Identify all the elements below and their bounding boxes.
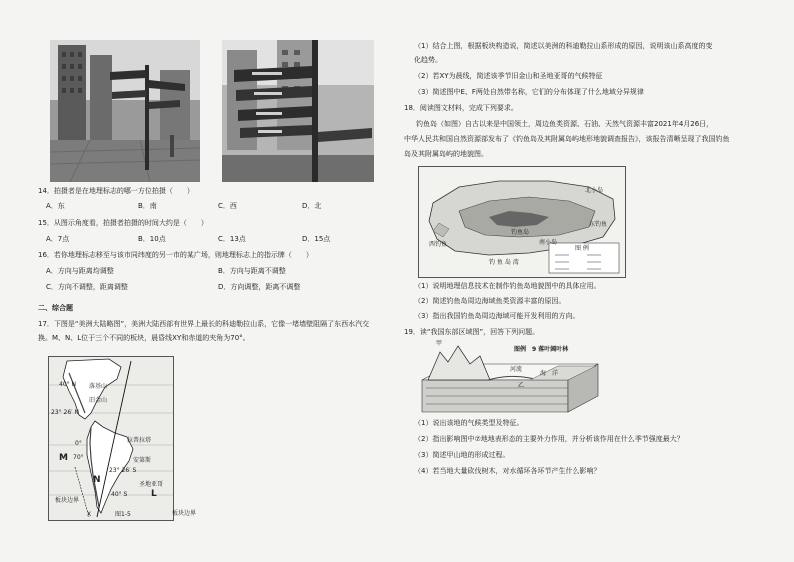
- map-label-andes: 安第斯: [133, 457, 152, 464]
- map-label-m: M: [59, 453, 68, 463]
- q17-sub-2: （2）若XY为晨线，简述该季节旧金山和圣地亚哥的气候特征: [414, 72, 603, 80]
- island-label-center: 钓鱼岛: [511, 229, 530, 236]
- block-label-jia: 甲: [436, 340, 443, 347]
- island-label-west: 西钓鱼: [429, 241, 448, 248]
- signpost-photo-1: [50, 40, 200, 182]
- q16-option-c[interactable]: C．方向不调整，距离调整: [46, 283, 128, 291]
- map-lat-23s: 23° 26′ S: [109, 467, 137, 474]
- island-label-bay: 钓 鱼 岛 湾: [489, 259, 519, 266]
- q18-line-2: 钓鱼岛（如图）自古以来是中国领土，周边鱼类资源、石油、天然气资源丰富2021年4月26日，: [416, 120, 714, 128]
- block-label-ocean: 海 洋: [540, 370, 559, 377]
- signpost-photo-2: [222, 40, 374, 182]
- q18-line-1: 18．阅读图文材料，完成下列要求。: [404, 104, 518, 112]
- q18-line-3: 中华人民共和国自然资源部发布了《钓鱼岛及其附属岛屿地形地貌调查报告》，该报告清晰呈现了我国钓鱼: [404, 135, 730, 143]
- q15-option-a[interactable]: A．7点: [46, 235, 70, 243]
- map-label-rockies: 落基山: [89, 383, 108, 390]
- q17-line-1: 17．下图是“美洲大陆略图”，美洲大陆西部有世界上最长的科迪勒拉山系，它像一堵墙壁阻隔了东西水汽交: [38, 320, 370, 328]
- diaoyu-island-map: [418, 166, 626, 278]
- map-label-l: L: [151, 489, 157, 499]
- q17-sub-3: （3）简述图中E、F两处自然带名称，它们的分布体现了什么地域分异规律: [414, 88, 644, 96]
- q16-option-a[interactable]: A．方向与距离均调整: [46, 267, 114, 275]
- q14-text: 14．拍摄者是在地理标志的哪一方位拍摄（ ）: [38, 187, 194, 195]
- map-label-x: X: [87, 511, 92, 518]
- east-china-block-diagram: [418, 340, 618, 416]
- q16-option-b[interactable]: B．方向与距离不调整: [218, 267, 286, 275]
- q19-sub-2: （2）指出影响图中⑦地地表形态的主要外力作用，并分析该作用在什么季节强度最大？: [414, 435, 684, 443]
- q14-option-b[interactable]: B．南: [138, 202, 157, 210]
- map-figure-label: 图1-5: [115, 511, 131, 518]
- map-lat-40n: 40° N: [59, 381, 77, 388]
- q14-option-c[interactable]: C．西: [218, 202, 237, 210]
- island-label-north: 北小岛: [585, 187, 604, 194]
- map-lat-0: 0°: [75, 440, 82, 447]
- island-legend-title: 图 例: [575, 245, 589, 252]
- q14-option-d[interactable]: D．北: [302, 202, 322, 210]
- q19-text: 19．读“我国东部区域图”，回答下列问题。: [404, 328, 540, 336]
- q19-sub-3: （3）简述甲山地的形成过程。: [414, 451, 510, 459]
- q16-option-d[interactable]: D．方向调整，距离不调整: [218, 283, 301, 291]
- q18-sub-3: （3）指出我国钓鱼岛周边海域可能开发利用的方向。: [414, 312, 580, 320]
- q18-sub-1: （1）说明地理信息技术在制作钓鱼岛地貌图中的具体应用。: [414, 282, 601, 290]
- map-lat-23n: 23° 26′ N: [51, 409, 79, 416]
- q15-option-d[interactable]: D．15点: [302, 235, 331, 243]
- block-label-yi: 乙: [518, 382, 525, 389]
- map-label-sanfrancisco: 旧金山: [89, 397, 108, 404]
- q18-sub-2: （2）简述钓鱼岛周边海域鱼类资源丰富的原因。: [414, 297, 566, 305]
- signpost-photo-2-image: [222, 40, 374, 182]
- island-label-south: 南小岛: [539, 239, 558, 246]
- q16-text: 16．若你地理标志移至与该市同纬度的另一市的某广场，则地理标志上的指示牌（ ）: [38, 251, 313, 259]
- map-label-70: 70°: [73, 454, 84, 461]
- q18-line-4: 岛及其附属岛屿的地貌图。: [404, 150, 488, 158]
- q15-option-b[interactable]: B．10点: [138, 235, 166, 243]
- map-label-n: N: [93, 475, 101, 485]
- q15-text: 15．从图示角度看，拍摄者拍摄的时间大约是（ ）: [38, 219, 208, 227]
- q17-line-2: 换。M、N、L位于三个不同的板块，晨昏线XY和赤道的夹角为70°。: [38, 334, 250, 342]
- q14-option-a[interactable]: A．东: [46, 202, 65, 210]
- map-label-laplata: 拉普拉塔: [127, 437, 152, 444]
- signpost-photo-1-image: [50, 40, 200, 182]
- q17-sub-1a: （1）结合上图，根据板块构造说，简述以美洲的科迪勒拉山系形成的原因，说明该山系高度的变: [414, 42, 713, 50]
- block-label-river: 河流: [510, 366, 523, 373]
- q15-option-c[interactable]: C．13点: [218, 235, 246, 243]
- block-legend-title: 图例 9 落叶阔叶林: [514, 346, 569, 353]
- america-map: [48, 356, 174, 521]
- q19-sub-4: （4）若当地大量砍伐树木，对水循环各环节产生什么影响？: [414, 467, 601, 475]
- map-label-santiago: 圣地亚哥: [139, 481, 164, 488]
- map-lat-40s: 40° S: [111, 491, 128, 498]
- section-heading: 二、综合题: [38, 304, 73, 312]
- island-label-east: 东钓鱼: [589, 221, 608, 228]
- map-label-plate-boundary-1: 板块边界: [55, 497, 80, 504]
- q17-sub-1b: 化趋势。: [414, 56, 442, 64]
- map-label-plate-boundary-2: 板块边界: [172, 510, 197, 517]
- q19-sub-1: （1）说出该地的气候类型及特征。: [414, 419, 524, 427]
